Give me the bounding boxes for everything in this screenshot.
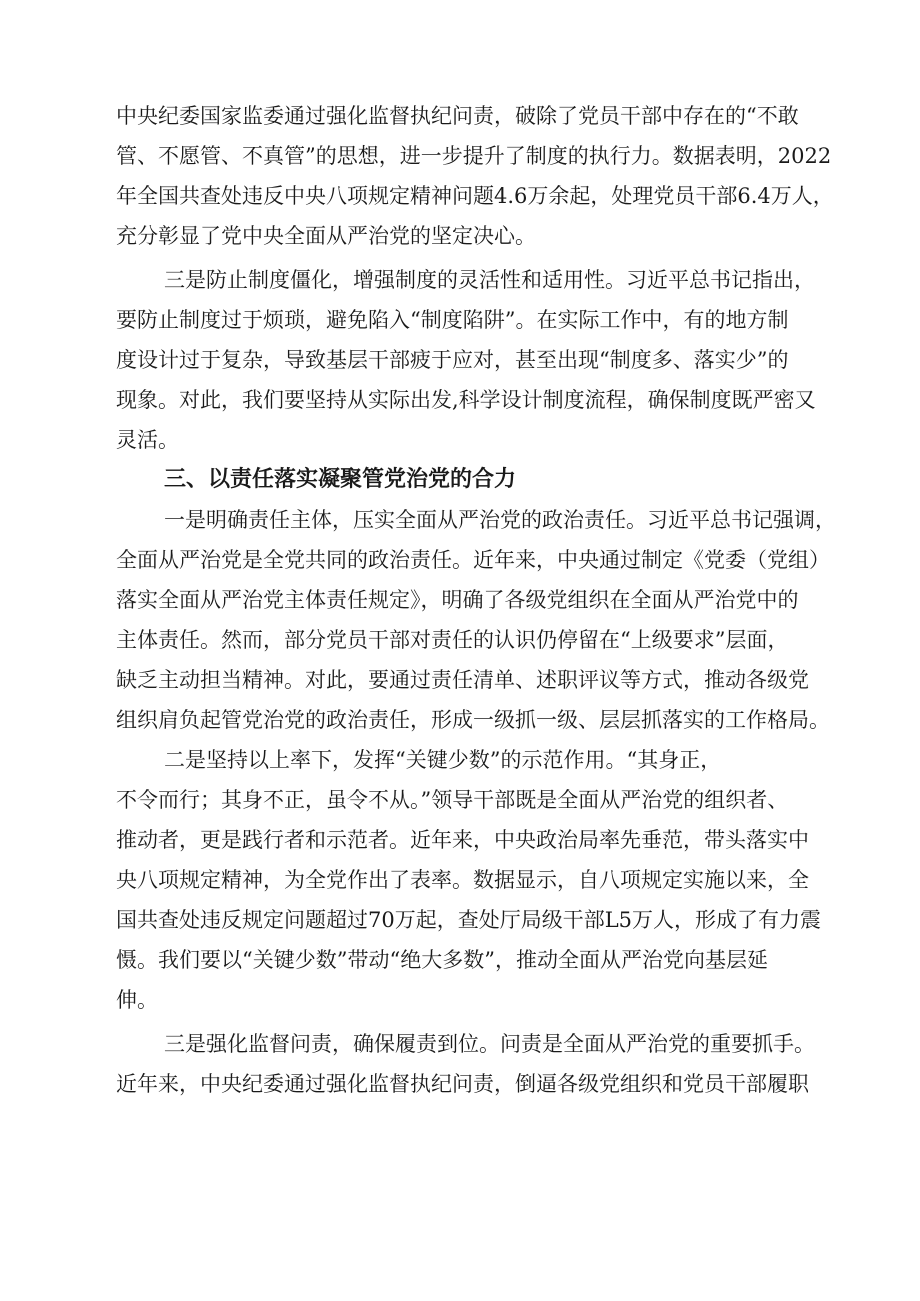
text-line: 三是强化监督问责，确保履责到位。问责是全面从严治党的重要抓手。 xyxy=(164,1032,815,1056)
paragraph-3 xyxy=(116,500,836,740)
document-body xyxy=(116,96,836,1104)
text-line: 国共查处违反规定问题超过70万起，查处厅局级干部L5万人，形成了有力震 xyxy=(116,908,822,932)
paragraph-1 xyxy=(116,96,832,256)
text-line: 央八项规定精神，为全党作出了表率。数据显示，自八项规定实施以来，全 xyxy=(116,868,809,892)
text-line: 度设计过于复杂，导致基层干部疲于应对，甚至出现“制度多、落实少”的 xyxy=(116,348,789,372)
text-line: 主体责任。然而，部分党员干部对责任的认识仍停留在“上级要求”层面， xyxy=(116,628,789,652)
text-line: 灵活。 xyxy=(116,428,179,452)
paragraph-4 xyxy=(116,740,832,1020)
text-line: 全面从严治党是全党共同的政治责任。近年来，中央通过制定《党委（党组） xyxy=(116,548,830,572)
text-line: 不令而行；其身不正，虽令不从。”领导干部既是全面从严治党的组织者、 xyxy=(116,788,789,812)
text-line: 落实全面从严治党主体责任规定》，明确了各级党组织在全面从严治党中的 xyxy=(116,588,799,612)
text-line: 充分彰显了党中央全面从严治党的坚定决心。 xyxy=(116,224,536,248)
text-line: 推动者，更是践行者和示范者。近年来，中央政治局率先垂范，带头落实中 xyxy=(116,828,809,852)
text-line: 一是明确责任主体，压实全面从严治党的政治责任。习近平总书记强调， xyxy=(164,508,836,532)
text-line: 二是坚持以上率下，发挥“关键少数”的示范作用。“其身正， xyxy=(164,748,722,772)
text-line: 缺乏主动担当精神。对此，要通过责任清单、述职评议等方式，推动各级党 xyxy=(116,668,809,692)
text-line: 要防止制度过于烦琐，避免陷入“制度陷阱”。在实际工作中，有的地方制 xyxy=(116,308,789,332)
text-line: 慑。我们要以“关键少数”带动“绝大多数”，推动全面从严治党向基层延 xyxy=(116,948,768,972)
text-line: 年全国共查处违反中央八项规定精神问题4.6万余起，处理党员干部6.4万人， xyxy=(116,184,834,208)
paragraph-2 xyxy=(116,260,832,460)
section-heading: 三、以责任落实凝聚管党治党的合力 xyxy=(164,467,517,492)
text-line: 现象。对此，我们要坚持从实际出发,科学设计制度流程，确保制度既严密又 xyxy=(116,388,816,412)
text-line: 近年来，中央纪委通过强化监督执纪问责，倒逼各级党组织和党员干部履职 xyxy=(116,1072,809,1096)
text-line: 组织肩负起管党治党的政治责任，形成一级抓一级、层层抓落实的工作格局。 xyxy=(116,708,830,732)
paragraph-5 xyxy=(116,1024,832,1104)
text-line: 伸。 xyxy=(116,988,158,1012)
text-line: 管、不愿管、不真管”的思想，进一步提升了制度的执行力。数据表明，2022 xyxy=(116,144,832,168)
text-line: 三是防止制度僵化，增强制度的灵活性和适用性。习近平总书记指出， xyxy=(164,268,815,292)
text-line: 中央纪委国家监委通过强化监督执纪问责，破除了党员干部中存在的“不敢 xyxy=(116,104,799,128)
